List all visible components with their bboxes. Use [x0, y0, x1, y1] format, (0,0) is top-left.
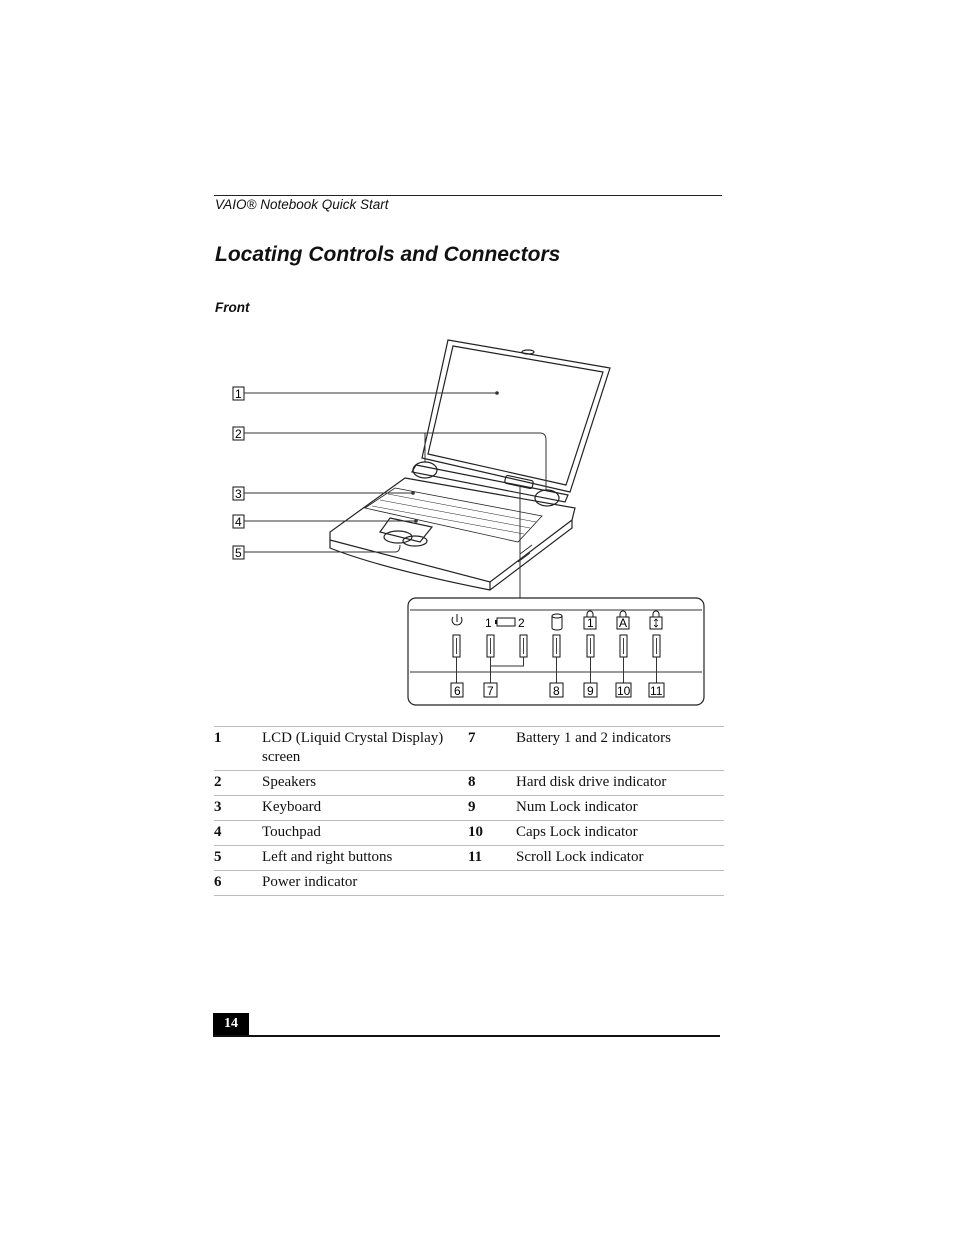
- svg-text:10: 10: [617, 684, 631, 698]
- legend-number: 6: [214, 871, 262, 896]
- legend-text: Speakers: [262, 771, 468, 796]
- svg-text:8: 8: [553, 684, 560, 698]
- callout-1: [233, 387, 499, 401]
- legend-number: 7: [468, 727, 516, 771]
- svg-text:1: 1: [235, 387, 242, 401]
- legend-text: Num Lock indicator: [516, 796, 724, 821]
- legend-number: 9: [468, 796, 516, 821]
- laptop-base-illustration: [330, 478, 575, 590]
- svg-text:1: 1: [587, 616, 594, 630]
- svg-text:4: 4: [235, 515, 242, 529]
- legend-row: [214, 846, 724, 871]
- laptop-front-figure: [200, 330, 720, 715]
- legend-text: Touchpad: [262, 821, 468, 846]
- legend-number: 10: [468, 821, 516, 846]
- legend-number: 5: [214, 846, 262, 871]
- hinge-speakers-illustration: [412, 462, 568, 506]
- legend-row: [214, 771, 724, 796]
- legend-row: [214, 727, 724, 771]
- svg-text:11: 11: [650, 684, 663, 698]
- legend-text: [516, 871, 724, 896]
- callout-6: [451, 683, 463, 698]
- legend-number: 11: [468, 846, 516, 871]
- callout-2: [233, 427, 546, 490]
- svg-text:3: 3: [235, 487, 242, 501]
- legend-text: Scroll Lock indicator: [516, 846, 724, 871]
- legend-number: 4: [214, 821, 262, 846]
- legend-text: Caps Lock indicator: [516, 821, 724, 846]
- svg-text:9: 9: [587, 684, 594, 698]
- legend-text: Battery 1 and 2 indicators: [516, 727, 724, 771]
- legend-text: Hard disk drive indicator: [516, 771, 724, 796]
- callout-8: [550, 683, 563, 698]
- legend-number: 1: [214, 727, 262, 771]
- svg-text:6: 6: [454, 684, 461, 698]
- page-title: Locating Controls and Connectors: [215, 243, 561, 266]
- legend-number: 2: [214, 771, 262, 796]
- legend-number: 8: [468, 771, 516, 796]
- callout-4: [233, 515, 418, 529]
- laptop-lid-illustration: [422, 340, 610, 492]
- svg-text:A: A: [619, 616, 628, 630]
- svg-text:5: 5: [235, 546, 242, 560]
- legend-row: [214, 821, 724, 846]
- legend-text: Left and right buttons: [262, 846, 468, 871]
- legend-number: 3: [214, 796, 262, 821]
- svg-text:2: 2: [518, 616, 525, 630]
- header-rule: [214, 195, 722, 196]
- page-number: 14: [213, 1013, 249, 1035]
- callout-3: [233, 487, 415, 501]
- svg-text:2: 2: [235, 427, 242, 441]
- footer-rule: [213, 1035, 720, 1037]
- svg-text:1: 1: [485, 616, 492, 630]
- callout-10: [616, 683, 631, 698]
- legend-text: Keyboard: [262, 796, 468, 821]
- legend-row: [214, 796, 724, 821]
- svg-text:7: 7: [487, 684, 494, 698]
- legend-number: [468, 871, 516, 896]
- legend-row: [214, 871, 724, 896]
- running-head: VAIO® Notebook Quick Start: [215, 197, 389, 212]
- legend-text: LCD (Liquid Crystal Display) screen: [262, 727, 468, 771]
- legend-table: [214, 726, 724, 896]
- callout-5: [233, 545, 400, 560]
- callout-7: [484, 683, 497, 698]
- indicator-panel: [408, 598, 704, 705]
- callout-11: [649, 683, 664, 698]
- legend-text: Power indicator: [262, 871, 468, 896]
- callout-9: [584, 683, 597, 698]
- section-heading: Front: [215, 300, 250, 315]
